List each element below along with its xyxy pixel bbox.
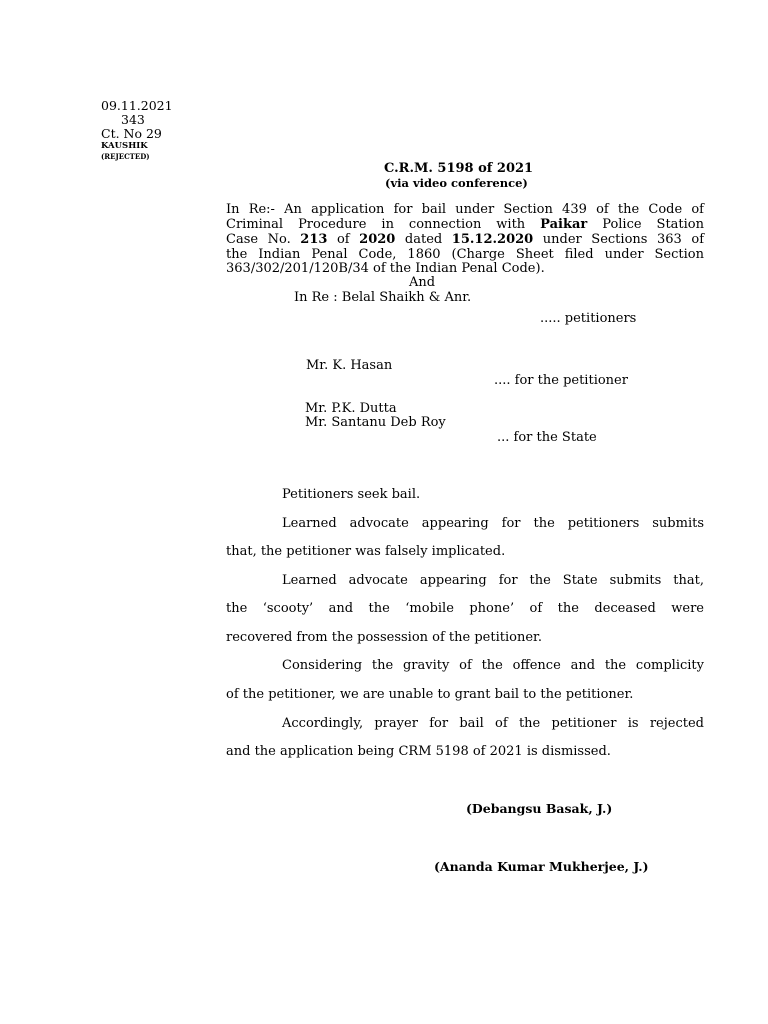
petitioner-counsel-name: Mr. K. Hasan [306,358,393,373]
order-status: (REJECTED) [101,152,150,161]
case-number-heading: C.R.M. 5198 of 2021 [384,161,534,176]
in-re-line-2: Criminal Procedure in connection with Paikar Police Station [226,217,705,232]
order-paragraph-5-line-1: Accordingly, prayer for bail of the petitioner is rejected [282,716,704,731]
order-paragraph-2-line-1: Learned advocate appearing for the petitioners submits [282,516,704,531]
petitioner-counsel-role: .... for the petitioner [494,373,628,388]
petitioners-label: ..... petitioners [540,311,637,326]
state-counsel-name-1: Mr. P.K. Dutta [305,401,397,416]
order-paragraph-5-line-2: and the application being CRM 5198 of 2021 is dismissed. [226,744,611,759]
and-connector: And [409,275,436,290]
in-re-line-3: Case No. 213 of 2020 dated 15.12.2020 under Sections 363 of [226,232,704,247]
order-paragraph-4-line-2: of the petitioner, we are unable to grant bail to the petitioner. [226,687,634,702]
serial-number: 343 [121,112,145,127]
parties: In Re : Belal Shaikh & Anr. [294,290,472,305]
hearing-mode: (via video conference) [385,176,528,190]
order-paragraph-3-line-3: recovered from the possession of the petitioner. [226,630,542,645]
order-paragraph-3-line-2: the ‘scooty’ and the ‘mobile phone’ of the deceased were [226,601,704,616]
order-paragraph-3-line-1: Learned advocate appearing for the State submits that, [282,573,704,588]
in-re-line-5: 363/302/201/120B/34 of the Indian Penal Code). [226,261,545,276]
state-counsel-name-2: Mr. Santanu Deb Roy [305,415,446,430]
in-re-line-4: the Indian Penal Code, 1860 (Charge Sheet filed under Section [226,247,704,262]
judge-signature-1: (Debangsu Basak, J.) [466,801,613,816]
judge-signature-2: (Ananda Kumar Mukherjee, J.) [434,859,649,874]
clerk-name: KAUSHIK [101,141,148,151]
order-paragraph-1: Petitioners seek bail. [282,487,421,502]
order-paragraph-2-line-2: that, the petitioner was falsely implicated. [226,544,506,559]
order-paragraph-4-line-1: Considering the gravity of the offence and the complicity [282,658,704,673]
in-re-line-1: In Re:- An application for bail under Section 439 of the Code of [226,202,704,217]
court-number: Ct. No 29 [101,126,162,141]
state-counsel-role: ... for the State [497,430,597,445]
order-date: 09.11.2021 [101,98,173,113]
